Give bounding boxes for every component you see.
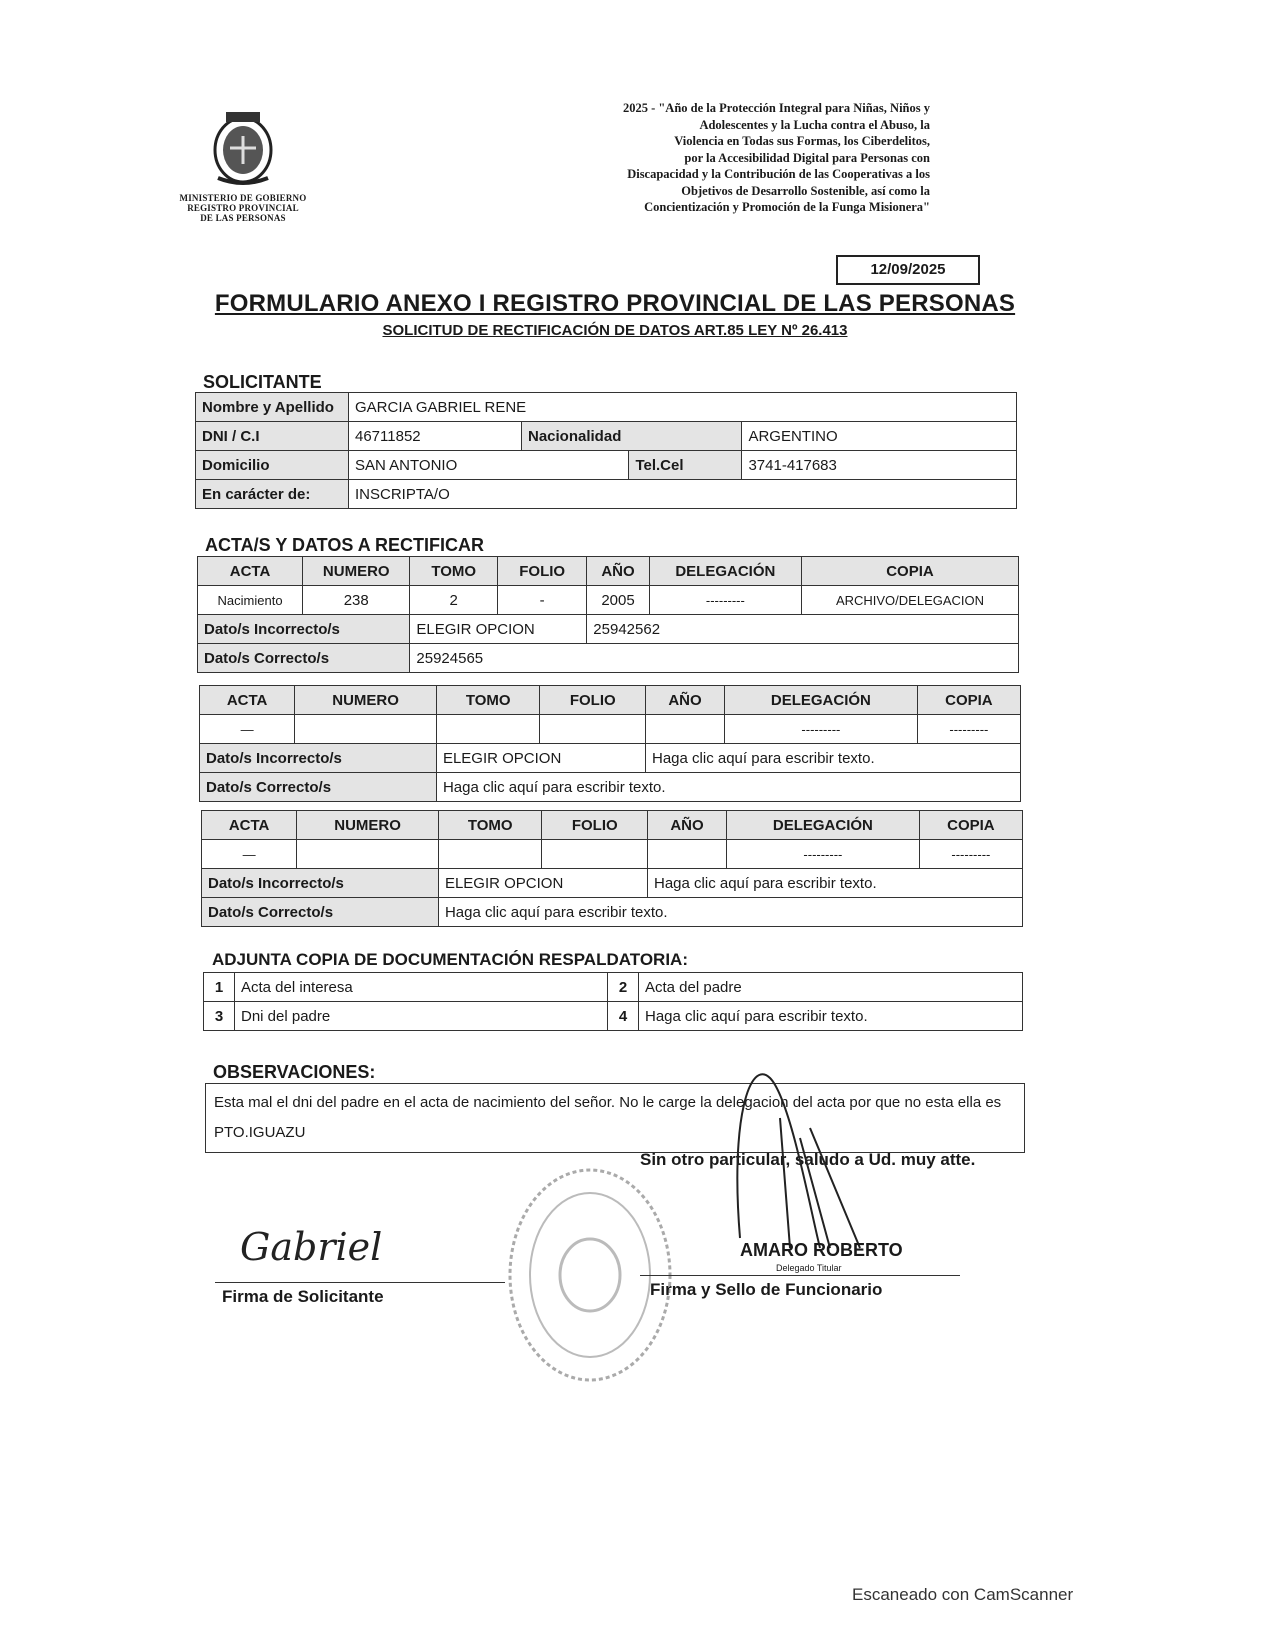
- col-copia: COPIA: [917, 686, 1020, 715]
- tel-label: Tel.Cel: [629, 451, 742, 480]
- official-name: AMARO ROBERTO: [740, 1240, 903, 1260]
- delegacion-cell[interactable]: ---------: [725, 715, 918, 744]
- date-field[interactable]: 12/09/2025: [836, 255, 980, 285]
- adjunta-item-1[interactable]: Acta del interesa: [235, 973, 608, 1002]
- observaciones-heading: OBSERVACIONES:: [213, 1062, 376, 1082]
- observaciones-field[interactable]: Esta mal el dni del padre en el acta de nacimiento del señor. No le carge la delegacion del acta por que no esta ella es PTO.IGUAZU: [205, 1083, 1025, 1153]
- col-delegacion: DELEGACIÓN: [649, 557, 801, 586]
- col-tomo: TOMO: [438, 811, 542, 840]
- adjunta-item-4[interactable]: Haga clic aquí para escribir texto.: [639, 1002, 1023, 1031]
- solicitante-signature-line: [215, 1282, 505, 1283]
- caracter-label: En carácter de:: [196, 480, 349, 509]
- solicitante-signature: Gabriel: [240, 1225, 383, 1269]
- dni-field[interactable]: 46711852: [349, 422, 522, 451]
- tomo-cell[interactable]: [436, 715, 540, 744]
- incorrect-label: Dato/s Incorrecto/s: [198, 615, 410, 644]
- tomo-cell[interactable]: [438, 840, 542, 869]
- page-title: FORMULARIO ANEXO I REGISTRO PROVINCIAL DE LAS PERSONAS: [214, 290, 1016, 317]
- col-acta: ACTA: [202, 811, 297, 840]
- numero-cell[interactable]: 238: [303, 586, 410, 615]
- motto-text: 2025 - "Año de la Protección Integral para Niñas, Niños y Adolescentes y la Lucha contra el Abuso, la Violencia en Todas sus Formas, los Ciberdelitos, por la Accesibilidad Digital para Personas con Discapacidad y la Contribución de las Cooperativas a los Objetivos de Desarrollo Sostenible, así como la Concientización y Promoción de la Funga Misionera": [622, 101, 930, 214]
- caracter-field[interactable]: INSCRIPTA/O: [349, 480, 1017, 509]
- correct-label: Dato/s Correcto/s: [200, 773, 437, 802]
- correct-label: Dato/s Correcto/s: [202, 898, 439, 927]
- adjunta-table: [203, 972, 1023, 1031]
- incorrect-label: Dato/s Incorrecto/s: [202, 869, 439, 898]
- copia-cell[interactable]: ---------: [919, 840, 1022, 869]
- col-numero: NUMERO: [297, 811, 439, 840]
- col-folio: FOLIO: [498, 557, 587, 586]
- adjunta-num-1: 1: [204, 973, 235, 1002]
- folio-cell[interactable]: [540, 715, 646, 744]
- col-acta: ACTA: [200, 686, 295, 715]
- col-acta: ACTA: [198, 557, 303, 586]
- incorrect-field[interactable]: Haga clic aquí para escribir texto.: [648, 869, 1023, 898]
- correct-field[interactable]: 25924565: [410, 644, 1019, 673]
- col-anio: AÑO: [648, 811, 727, 840]
- incorrect-field[interactable]: 25942562: [587, 615, 1019, 644]
- tomo-cell[interactable]: 2: [410, 586, 498, 615]
- adjunta-num-2: 2: [608, 973, 639, 1002]
- scanner-watermark: Escaneado con CamScanner: [852, 1585, 1074, 1604]
- col-folio: FOLIO: [542, 811, 648, 840]
- copia-cell[interactable]: ARCHIVO/DELEGACION: [801, 586, 1018, 615]
- incorrect-field[interactable]: Haga clic aquí para escribir texto.: [646, 744, 1021, 773]
- correct-field[interactable]: Haga clic aquí para escribir texto.: [438, 898, 1022, 927]
- ministry-caption: MINISTERIO DE GOBIERNO REGISTRO PROVINCIAL DE LAS PERSONAS: [179, 193, 307, 223]
- firma-solicitante-label: Firma de Solicitante: [222, 1287, 384, 1306]
- col-delegacion: DELEGACIÓN: [725, 686, 918, 715]
- numero-cell[interactable]: [297, 840, 439, 869]
- col-numero: NUMERO: [295, 686, 437, 715]
- nacionalidad-field[interactable]: ARGENTINO: [742, 422, 1017, 451]
- official-title: Delegado Titular: [776, 1263, 842, 1273]
- ministry-logo: [168, 108, 318, 223]
- adjunta-num-4: 4: [608, 1002, 639, 1031]
- coat-of-arms-icon: [198, 108, 288, 188]
- nombre-field[interactable]: GARCIA GABRIEL RENE: [349, 393, 1017, 422]
- folio-cell[interactable]: -: [498, 586, 587, 615]
- col-tomo: TOMO: [410, 557, 498, 586]
- delegacion-cell[interactable]: ---------: [727, 840, 920, 869]
- acta-cell[interactable]: Nacimiento: [198, 586, 303, 615]
- dni-label: DNI / C.I: [196, 422, 349, 451]
- delegacion-cell[interactable]: ---------: [649, 586, 801, 615]
- col-delegacion: DELEGACIÓN: [727, 811, 920, 840]
- incorrect-label: Dato/s Incorrecto/s: [200, 744, 437, 773]
- firma-funcionario-label: Firma y Sello de Funcionario: [650, 1280, 883, 1299]
- adjunta-num-3: 3: [204, 1002, 235, 1031]
- anio-cell[interactable]: [646, 715, 725, 744]
- anio-cell[interactable]: 2005: [587, 586, 649, 615]
- funcionario-signature-line: [640, 1275, 960, 1276]
- numero-cell[interactable]: [295, 715, 437, 744]
- actas-heading: ACTA/S Y DATOS A RECTIFICAR: [205, 535, 485, 555]
- acta-block-3: [201, 810, 1023, 927]
- col-tomo: TOMO: [436, 686, 540, 715]
- tel-field[interactable]: 3741-417683: [742, 451, 1017, 480]
- page-subtitle: SOLICITUD DE RECTIFICACIÓN DE DATOS ART.85 LEY Nº 26.413: [382, 322, 848, 339]
- funcionario-signature-icon: [730, 1058, 900, 1258]
- adjunta-item-2[interactable]: Acta del padre: [639, 973, 1023, 1002]
- nacionalidad-label: Nacionalidad: [522, 422, 742, 451]
- incorrect-option-select[interactable]: ELEGIR OPCION: [410, 615, 587, 644]
- solicitante-table: [195, 392, 1017, 509]
- solicitante-heading: SOLICITANTE: [203, 372, 322, 392]
- domicilio-label: Domicilio: [196, 451, 349, 480]
- col-copia: COPIA: [919, 811, 1022, 840]
- nombre-label: Nombre y Apellido: [196, 393, 349, 422]
- adjunta-item-3[interactable]: Dni del padre: [235, 1002, 608, 1031]
- col-anio: AÑO: [646, 686, 725, 715]
- col-anio: AÑO: [587, 557, 649, 586]
- acta-cell[interactable]: —: [200, 715, 295, 744]
- adjunta-heading: ADJUNTA COPIA DE DOCUMENTACIÓN RESPALDATORIA:: [212, 950, 688, 969]
- domicilio-field[interactable]: SAN ANTONIO: [349, 451, 629, 480]
- col-numero: NUMERO: [303, 557, 410, 586]
- correct-label: Dato/s Correcto/s: [198, 644, 410, 673]
- incorrect-option-select[interactable]: ELEGIR OPCION: [438, 869, 647, 898]
- folio-cell[interactable]: [542, 840, 648, 869]
- closing-text: Sin otro particular, saludo a Ud. muy atte.: [640, 1150, 976, 1169]
- acta-block-2: [199, 685, 1021, 802]
- incorrect-option-select[interactable]: ELEGIR OPCION: [436, 744, 645, 773]
- copia-cell[interactable]: ---------: [917, 715, 1020, 744]
- correct-field[interactable]: Haga clic aquí para escribir texto.: [436, 773, 1020, 802]
- acta-block-1: [197, 556, 1019, 673]
- anio-cell[interactable]: [648, 840, 727, 869]
- acta-cell[interactable]: —: [202, 840, 297, 869]
- col-copia: COPIA: [801, 557, 1018, 586]
- col-folio: FOLIO: [540, 686, 646, 715]
